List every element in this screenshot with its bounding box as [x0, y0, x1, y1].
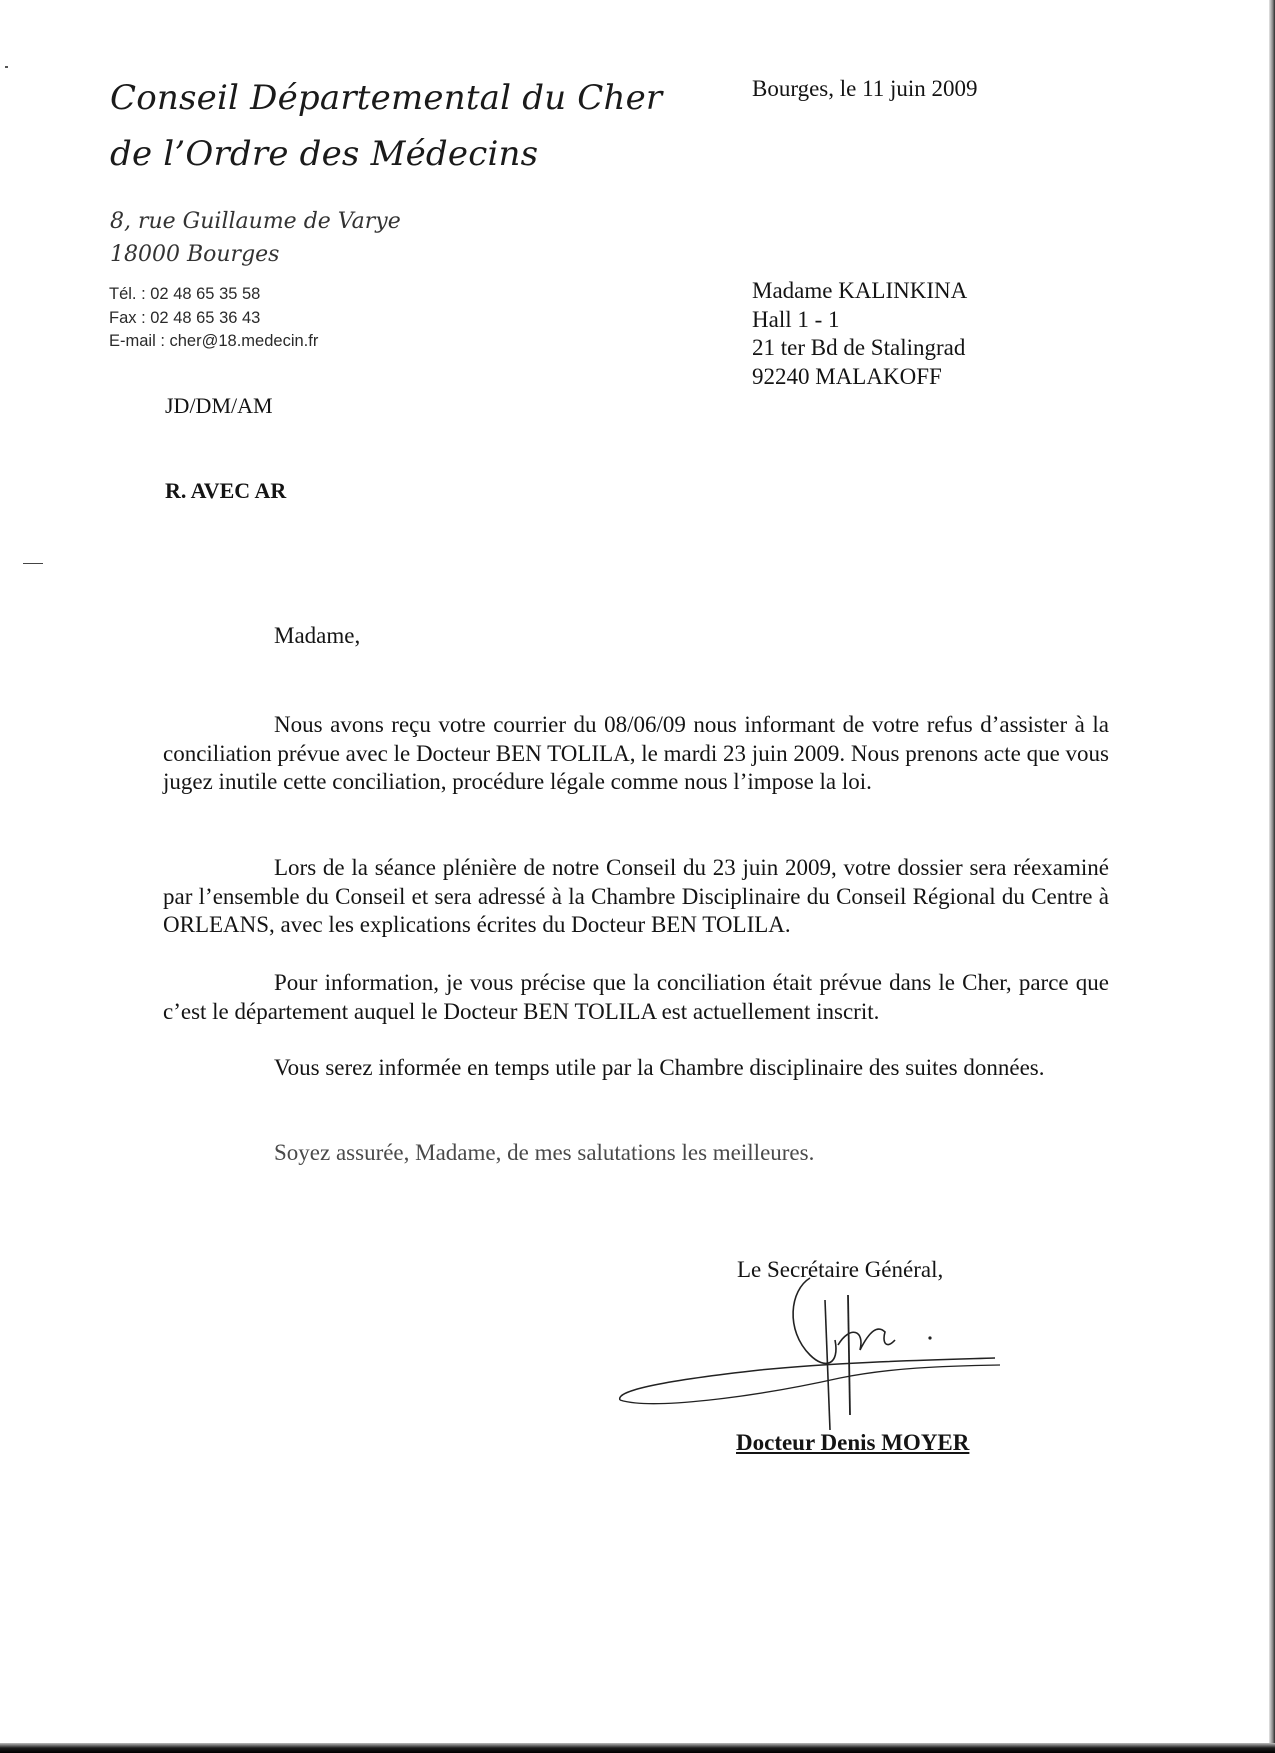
letter-paragraph-1: Nous avons reçu votre courrier du 08/06/09 nous informant de votre refus d’assister à la conciliation prévue avec le Docteur BEN TOLILA, le mardi 23 juin 2009. Nous prenons acte que vous jugez inutile cette conciliation, procédure légale comme nous l’impose la loi. [163, 712, 1109, 795]
recipient-address-block [752, 277, 967, 391]
signatory-title: Le Secrétaire Général, [737, 1257, 944, 1282]
recipient-name: Madame KALINKINA [752, 278, 968, 303]
scan-margin-mark [23, 563, 43, 564]
letterhead-contacts [109, 283, 318, 354]
organization-name-line2: de l’Ordre des Médecins [110, 134, 539, 174]
address-city: 18000 Bourges [110, 242, 280, 267]
letter-paragraph-3: Pour information, je vous précise que la conciliation était prévue dans le Cher, parce que c’est le département auquel le Docteur BEN TOLILA est actuellement inscrit. [163, 970, 1109, 1024]
address-street: 8, rue Guillaume de Varye [110, 209, 401, 234]
contact-email: E-mail : cher@18.medecin.fr [109, 332, 319, 350]
recipient-address-line: Hall 1 - 1 [752, 306, 840, 332]
contact-fax: Fax : 02 48 65 36 43 [109, 308, 261, 327]
letter-salutation: Madame, [274, 623, 361, 648]
organization-name-line1: Conseil Départemental du Cher [110, 78, 663, 118]
scan-border-bottom [0, 1743, 1275, 1753]
signatory-name: Docteur Denis MOYER [736, 1430, 970, 1455]
reference-initials: JD/DM/AM [165, 393, 273, 418]
registered-mail-mention: R. AVEC AR [165, 478, 287, 503]
handwritten-signature [610, 1270, 1010, 1440]
letter-closing: Soyez assurée, Madame, de mes salutations les meilleures. [274, 1140, 815, 1165]
letter-paragraph-2: Lors de la séance plénière de notre Conseil du 23 juin 2009, votre dossier sera réexaminé par l’ensemble du Conseil et sera adressé à la Chambre Disciplinaire du Conseil Régional du Centre à ORLEANS, avec les explications écrites du Docteur BEN TOLILA. [163, 855, 1109, 938]
letter-paragraph-4: Vous serez informée en temps utile par la Chambre disciplinaire des suites données. [274, 1055, 1045, 1080]
scan-border-right [1269, 0, 1275, 1753]
letterhead-address [110, 205, 401, 271]
scan-speck [5, 66, 8, 68]
recipient-street: 21 ter Bd de Stalingrad [752, 335, 966, 360]
recipient-city: 92240 MALAKOFF [752, 363, 942, 389]
letter-date: Bourges, le 11 juin 2009 [752, 76, 978, 101]
letterhead-organization [110, 70, 662, 182]
contact-tel: Tél. : 02 48 65 35 58 [109, 285, 261, 303]
